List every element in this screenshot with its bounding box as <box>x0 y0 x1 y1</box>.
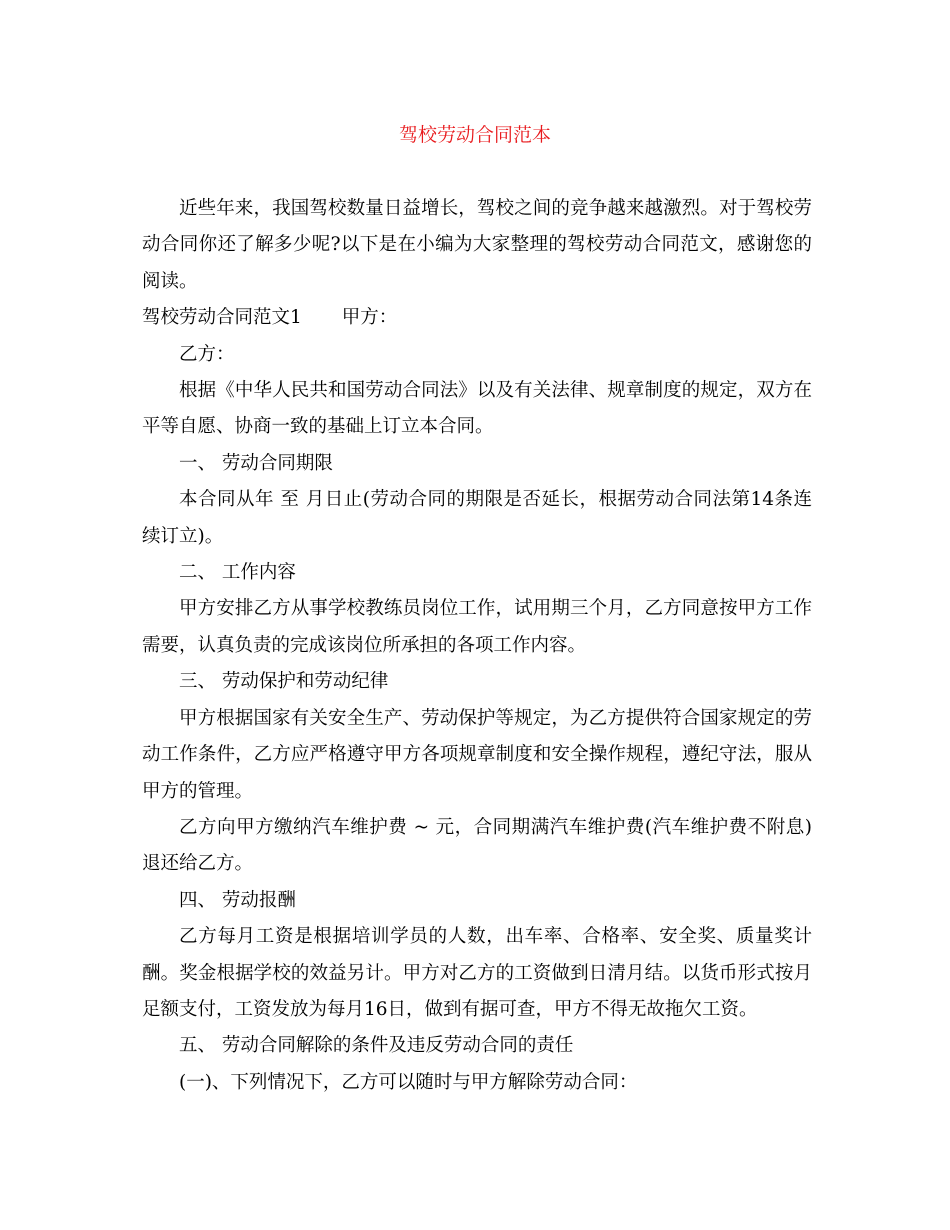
section-heading-4: 四、 劳动报酬 <box>179 889 296 911</box>
section-5-paragraph-1: (一)、下列情况下，乙方可以随时与甲方解除劳动合同： <box>179 1071 638 1093</box>
document-body <box>142 191 812 1101</box>
section-heading-5: 五、 劳动合同解除的条件及违反劳动合同的责任 <box>179 1035 574 1057</box>
party-b-label: 乙方： <box>179 343 235 365</box>
intro-paragraph: 近些年来，我国驾校数量日益增长，驾校之间的竞争越来越激烈。对于驾校劳动合同你还了解多少呢?以下是在小编为大家整理的驾校劳动合同范文，感谢您的阅读。 <box>142 198 812 292</box>
section-1-paragraph-1: 本合同从年 至 月日止(劳动合同的期限是否延长，根据劳动合同法第14条连续订立)。 <box>142 489 812 547</box>
section-heading-2: 二、 工作内容 <box>179 562 296 584</box>
section-3-paragraph-2: 乙方向甲方缴纳汽车维护费 ~ 元，合同期满汽车维护费(汽车维护费不附息)退还给乙方。 <box>142 816 812 875</box>
sample-heading-line <box>142 300 812 336</box>
section-3-paragraph-1: 甲方根据国家有关安全生产、劳动保护等规定，为乙方提供符合国家规定的劳动工作条件，乙方应严格遵守甲方各项规章制度和安全操作规程，遵纪守法，服从甲方的管理。 <box>142 707 812 802</box>
section-2-paragraph-1: 甲方安排乙方从事学校教练员岗位工作，试用期三个月，乙方同意按甲方工作需要，认真负责的完成该岗位所承担的各项工作内容。 <box>142 598 812 656</box>
section-4-paragraph-1: 乙方每月工资是根据培训学员的人数，出车率、合格率、安全奖、质量奖计酬。奖金根据学校的效益另计。甲方对乙方的工资做到日清月结。以货币形式按月足额支付，工资发放为每月16日，做到有据可查，甲方不得无故拖欠工资。 <box>142 926 812 1020</box>
preamble-paragraph: 根据《中华人民共和国劳动合同法》以及有关法律、规章制度的规定，双方在平等自愿、协商一致的基础上订立本合同。 <box>142 380 812 438</box>
sample-label: 驾校劳动合同范文1 <box>142 307 302 329</box>
party-a-label: 甲方： <box>341 307 398 329</box>
section-heading-3: 三、 劳动保护和劳动纪律 <box>179 671 389 693</box>
document-title: 驾校劳动合同范本 <box>398 124 551 146</box>
section-heading-1: 一、 劳动合同期限 <box>179 452 333 474</box>
